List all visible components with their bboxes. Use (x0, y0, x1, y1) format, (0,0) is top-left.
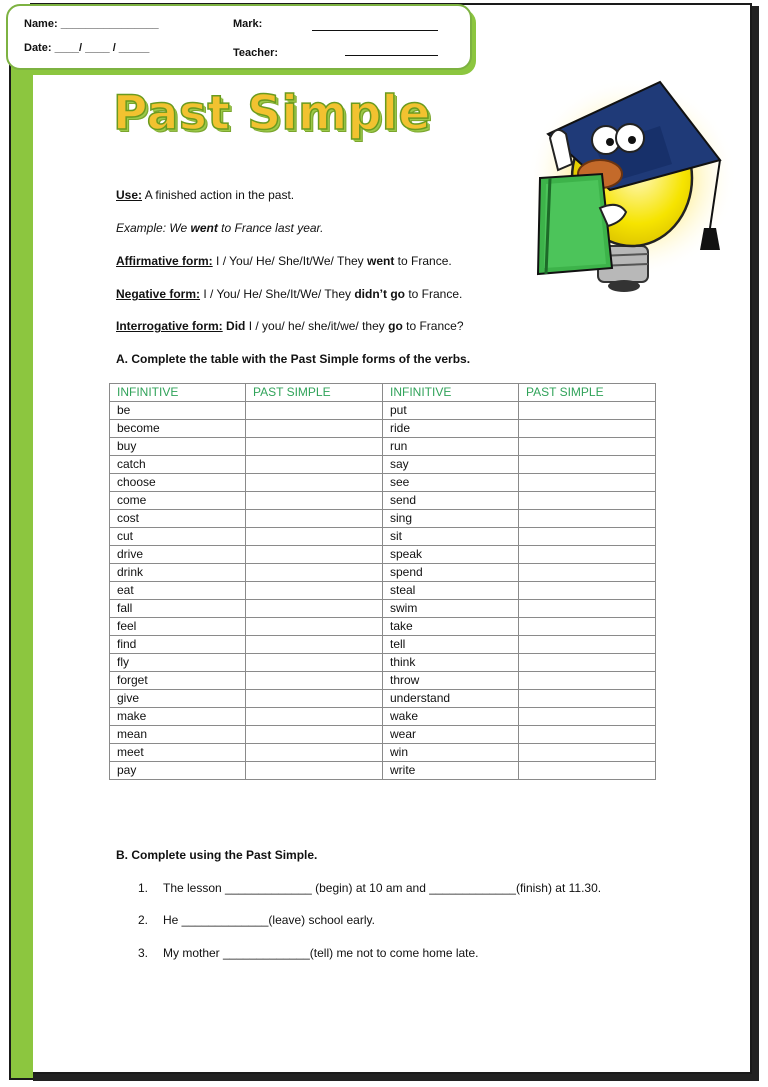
verb-table (109, 383, 656, 780)
interrogative-rule: Interrogative form: Did I / you/ he/ she/it/we/ they go to France? (116, 319, 464, 333)
infinitive-cell: feel (110, 618, 246, 636)
infinitive-cell: ride (383, 420, 519, 438)
exercise-number: 2. (138, 913, 149, 927)
past-simple-answer-cell[interactable] (519, 654, 656, 672)
past-simple-answer-cell[interactable] (519, 726, 656, 744)
infinitive-cell: sing (383, 510, 519, 528)
past-simple-answer-cell[interactable] (246, 474, 383, 492)
mark-label: Mark: (233, 18, 263, 30)
lightbulb-mascot-icon (520, 78, 740, 298)
teacher-label: Teacher: (233, 47, 279, 59)
example-rule: Example: We went to France last year. (116, 221, 324, 235)
infinitive-cell: buy (110, 438, 246, 456)
table-row (110, 528, 656, 546)
infinitive-cell: become (110, 420, 246, 438)
past-simple-answer-cell[interactable] (519, 546, 656, 564)
infinitive-cell: throw (383, 672, 519, 690)
teacher-field[interactable] (345, 55, 438, 56)
infinitive-cell: understand (383, 690, 519, 708)
section-b-heading: B. Complete using the Past Simple. (116, 848, 318, 862)
negative-rule: Negative form: I / You/ He/ She/It/We/ They didn’t go to France. (116, 287, 463, 301)
table-row (110, 690, 656, 708)
verb-table-body (110, 402, 656, 780)
table-header-row (110, 384, 656, 402)
name-label: Name: (24, 18, 58, 30)
table-row (110, 726, 656, 744)
infinitive-cell: mean (110, 726, 246, 744)
past-simple-answer-cell[interactable] (246, 456, 383, 474)
infinitive-cell: meet (110, 744, 246, 762)
table-row (110, 510, 656, 528)
infinitive-cell: forget (110, 672, 246, 690)
past-simple-answer-cell[interactable] (246, 726, 383, 744)
table-row (110, 708, 656, 726)
past-simple-answer-cell[interactable] (246, 528, 383, 546)
past-simple-answer-cell[interactable] (246, 654, 383, 672)
date-label: Date: (24, 42, 52, 54)
infinitive-cell: tell (383, 636, 519, 654)
past-simple-answer-cell[interactable] (246, 708, 383, 726)
past-simple-answer-cell[interactable] (519, 402, 656, 420)
infinitive-cell: sit (383, 528, 519, 546)
past-simple-answer-cell[interactable] (519, 528, 656, 546)
table-row (110, 672, 656, 690)
infinitive-cell: drink (110, 564, 246, 582)
table-row (110, 618, 656, 636)
table-row (110, 456, 656, 474)
table-row (110, 744, 656, 762)
infinitive-cell: wear (383, 726, 519, 744)
past-simple-answer-cell[interactable] (519, 582, 656, 600)
past-simple-answer-cell[interactable] (246, 600, 383, 618)
infinitive-cell: win (383, 744, 519, 762)
infinitive-cell: say (383, 456, 519, 474)
green-side-bar (9, 60, 33, 1080)
past-simple-answer-cell[interactable] (519, 672, 656, 690)
infinitive-cell: put (383, 402, 519, 420)
past-simple-answer-cell[interactable] (246, 438, 383, 456)
affirmative-rule: Affirmative form: I / You/ He/ She/It/We/ They went to France. (116, 254, 452, 268)
infinitive-cell: swim (383, 600, 519, 618)
col-header-past-simple: PAST SIMPLE (519, 384, 656, 402)
infinitive-cell: take (383, 618, 519, 636)
past-simple-answer-cell[interactable] (519, 456, 656, 474)
past-simple-answer-cell[interactable] (246, 582, 383, 600)
name-field[interactable]: ________________ (60, 18, 159, 30)
exercise-item[interactable]: He _____________(leave) school early. (163, 913, 375, 927)
table-row (110, 420, 656, 438)
past-simple-answer-cell[interactable] (519, 618, 656, 636)
table-row (110, 762, 656, 780)
infinitive-cell: see (383, 474, 519, 492)
infinitive-cell: pay (110, 762, 246, 780)
table-row (110, 438, 656, 456)
past-simple-answer-cell[interactable] (519, 762, 656, 780)
past-simple-answer-cell[interactable] (246, 762, 383, 780)
infinitive-cell: catch (110, 456, 246, 474)
student-info-box (6, 4, 472, 70)
use-rule: Use: A finished action in the past. (116, 188, 295, 202)
infinitive-cell: choose (110, 474, 246, 492)
past-simple-answer-cell[interactable] (519, 420, 656, 438)
past-simple-answer-cell[interactable] (246, 510, 383, 528)
past-simple-answer-cell[interactable] (246, 744, 383, 762)
infinitive-cell: cost (110, 510, 246, 528)
table-row (110, 636, 656, 654)
past-simple-answer-cell[interactable] (246, 492, 383, 510)
infinitive-cell: steal (383, 582, 519, 600)
use-label: Use: (116, 188, 143, 202)
exercise-item[interactable]: The lesson _____________ (begin) at 10 am and _____________(finish) at 11.30. (163, 881, 602, 895)
table-row (110, 402, 656, 420)
infinitive-cell: eat (110, 582, 246, 600)
infinitive-cell: fly (110, 654, 246, 672)
past-simple-answer-cell[interactable] (519, 510, 656, 528)
exercise-item[interactable]: My mother _____________(tell) me not to come home late. (163, 946, 479, 960)
infinitive-cell: give (110, 690, 246, 708)
past-simple-answer-cell[interactable] (246, 636, 383, 654)
table-row (110, 600, 656, 618)
name-line (24, 18, 159, 30)
infinitive-cell: speak (383, 546, 519, 564)
infinitive-cell: fall (110, 600, 246, 618)
infinitive-cell: send (383, 492, 519, 510)
infinitive-cell: come (110, 492, 246, 510)
infinitive-cell: make (110, 708, 246, 726)
table-row (110, 564, 656, 582)
past-simple-answer-cell[interactable] (246, 618, 383, 636)
past-simple-answer-cell[interactable] (519, 708, 656, 726)
past-simple-answer-cell[interactable] (519, 600, 656, 618)
past-simple-answer-cell[interactable] (519, 438, 656, 456)
table-row (110, 546, 656, 564)
infinitive-cell: wake (383, 708, 519, 726)
exercise-number: 1. (138, 881, 149, 895)
table-row (110, 654, 656, 672)
col-header-past-simple: PAST SIMPLE (246, 384, 383, 402)
past-simple-answer-cell[interactable] (519, 474, 656, 492)
infinitive-cell: cut (110, 528, 246, 546)
table-row (110, 474, 656, 492)
mark-field[interactable] (312, 30, 438, 31)
past-simple-answer-cell[interactable] (246, 402, 383, 420)
past-simple-answer-cell[interactable] (246, 672, 383, 690)
infinitive-cell: drive (110, 546, 246, 564)
table-row (110, 582, 656, 600)
past-simple-answer-cell[interactable] (246, 690, 383, 708)
table-row (110, 492, 656, 510)
past-simple-answer-cell[interactable] (519, 744, 656, 762)
past-simple-answer-cell[interactable] (246, 546, 383, 564)
past-simple-answer-cell[interactable] (519, 690, 656, 708)
past-simple-answer-cell[interactable] (246, 564, 383, 582)
past-simple-answer-cell[interactable] (519, 492, 656, 510)
past-simple-answer-cell[interactable] (246, 420, 383, 438)
infinitive-cell: find (110, 636, 246, 654)
past-simple-answer-cell[interactable] (519, 564, 656, 582)
page-title: Past Simple (113, 86, 431, 141)
infinitive-cell: be (110, 402, 246, 420)
col-header-infinitive: INFINITIVE (383, 384, 519, 402)
exercise-number: 3. (138, 946, 149, 960)
past-simple-answer-cell[interactable] (519, 636, 656, 654)
date-field[interactable]: ____/ ____ / _____ (54, 42, 150, 54)
date-line (24, 42, 149, 54)
infinitive-cell: write (383, 762, 519, 780)
infinitive-cell: spend (383, 564, 519, 582)
infinitive-cell: run (383, 438, 519, 456)
infinitive-cell: think (383, 654, 519, 672)
col-header-infinitive: INFINITIVE (110, 384, 246, 402)
section-a-heading: A. Complete the table with the Past Simple forms of the verbs. (116, 352, 471, 366)
